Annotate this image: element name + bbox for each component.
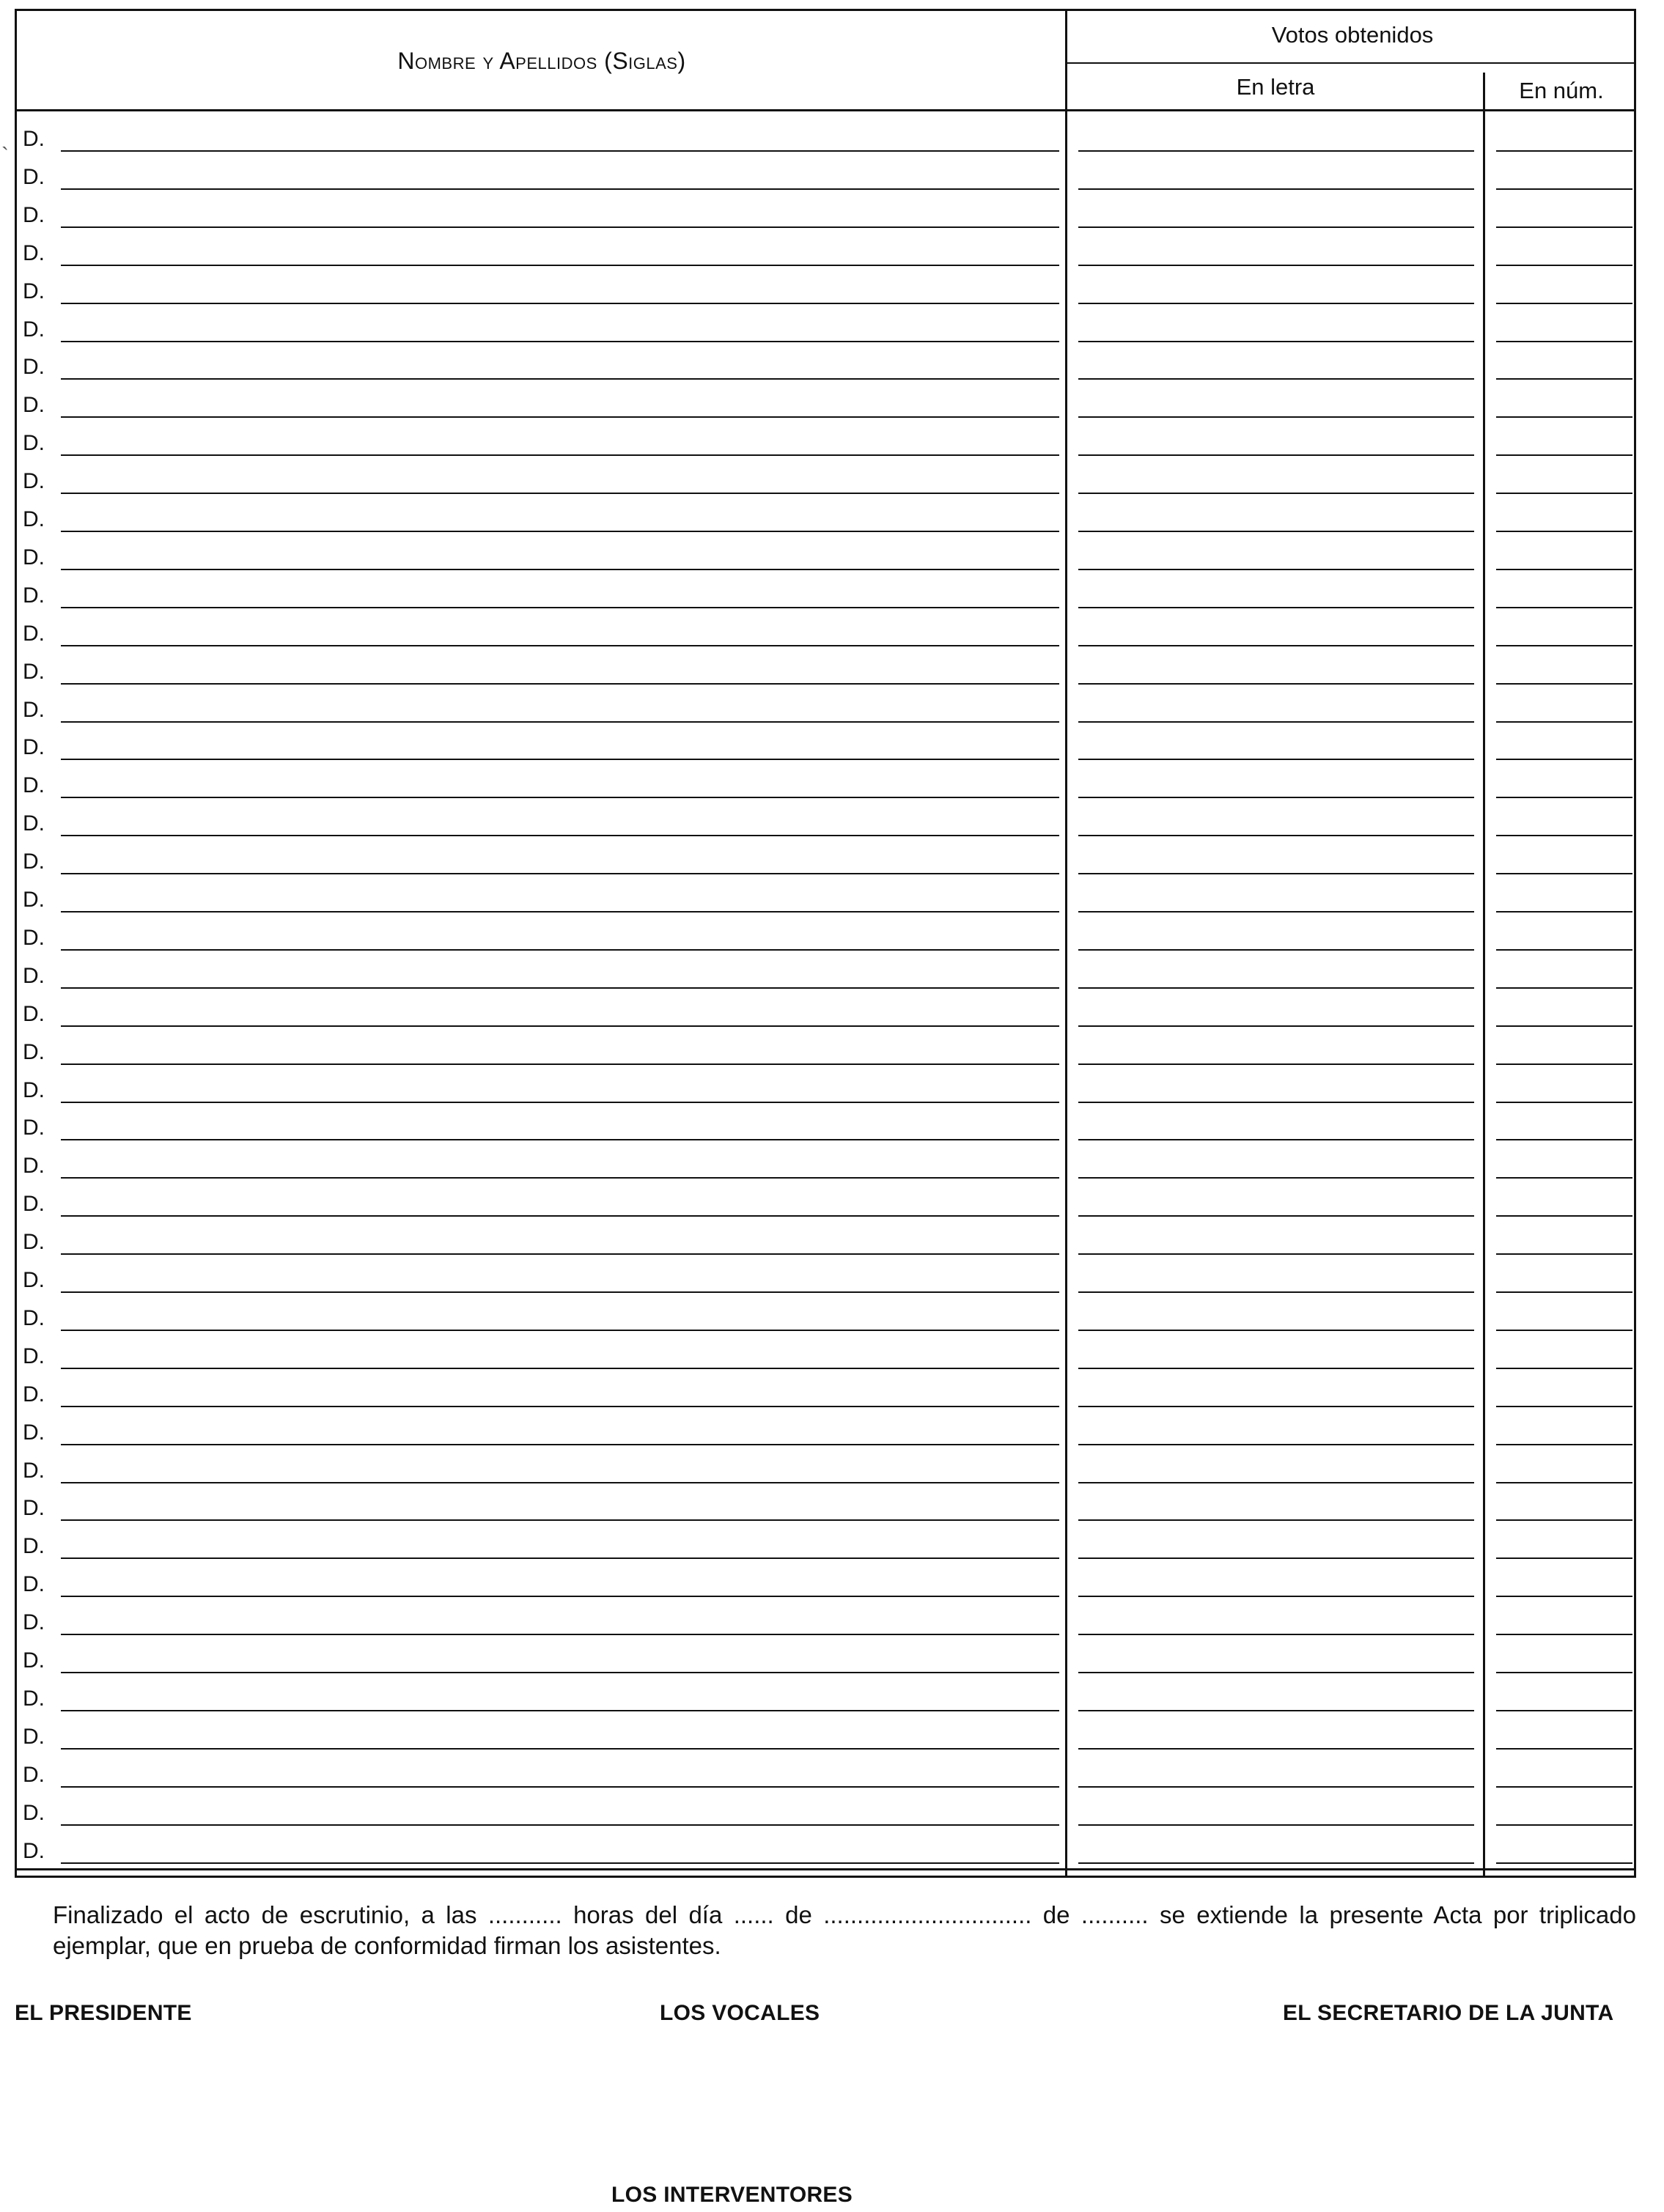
votes-number-entry-line[interactable] [1496,683,1632,685]
row-prefix: D. [23,1610,45,1635]
votes-number-entry-line[interactable] [1496,378,1632,380]
votes-number-entry-line[interactable] [1496,1634,1632,1635]
votes-letter-entry-line[interactable] [1078,1672,1474,1673]
votes-number-entry-line[interactable] [1496,911,1632,913]
votes-letter-entry-line[interactable] [1078,1368,1474,1369]
votes-number-entry-line[interactable] [1496,1368,1632,1369]
votes-letter-entry-line[interactable] [1078,226,1474,228]
votes-letter-entry-line[interactable] [1078,1253,1474,1255]
name-entry-line[interactable] [61,150,1059,152]
votes-number-entry-line[interactable] [1496,1406,1632,1407]
row-prefix: D. [23,1268,45,1292]
votes-letter-entry-line[interactable] [1078,1862,1474,1864]
votes-number-entry-line[interactable] [1496,265,1632,266]
table-row [17,996,1638,1034]
name-entry-line[interactable] [61,1824,1059,1826]
name-entry-line[interactable] [61,1368,1059,1369]
name-entry-line[interactable] [61,303,1059,304]
votes-letter-entry-line[interactable] [1078,1215,1474,1217]
name-entry-line[interactable] [61,835,1059,836]
row-prefix: D. [23,127,45,151]
votes-letter-entry-line[interactable] [1078,1102,1474,1103]
name-entry-line[interactable] [61,1557,1059,1559]
row-prefix: D. [23,1192,45,1217]
signature-secretario: EL SECRETARIO DE LA JUNTA [1283,2001,1614,2025]
header-name: Nombre y Apellidos (Siglas) [397,47,686,74]
row-prefix: D. [23,811,45,836]
table-row [17,654,1638,692]
name-entry-line[interactable] [61,226,1059,228]
votes-number-entry-line[interactable] [1496,1519,1632,1521]
name-entry-line[interactable] [61,378,1059,380]
votes-number-entry-line[interactable] [1496,150,1632,152]
votes-letter-entry-line[interactable] [1078,1139,1474,1140]
table-row [17,311,1638,350]
name-entry-line[interactable] [61,531,1059,532]
votes-letter-entry-line[interactable] [1078,645,1474,646]
votes-letter-entry-line[interactable] [1078,188,1474,190]
votes-number-entry-line[interactable] [1496,1177,1632,1179]
votes-number-entry-line[interactable] [1496,188,1632,190]
table-row [17,159,1638,197]
votes-number-entry-line[interactable] [1496,759,1632,760]
row-prefix: D. [23,1116,45,1140]
votes-letter-entry-line[interactable] [1078,1748,1474,1750]
row-prefix: D. [23,925,45,950]
header-en-num: En núm. [1519,78,1604,103]
row-prefix: D. [23,202,45,227]
row-prefix: D. [23,1039,45,1064]
row-prefix: D. [23,697,45,722]
votes-letter-entry-line[interactable] [1078,1786,1474,1788]
row-prefix: D. [23,1420,45,1445]
row-prefix: D. [23,1305,45,1330]
table-row [17,1300,1638,1338]
row-prefix: D. [23,1838,45,1863]
votes-number-entry-line[interactable] [1496,721,1632,723]
name-entry-line[interactable] [61,949,1059,951]
name-entry-line[interactable] [61,873,1059,874]
votes-number-entry-line[interactable] [1496,1215,1632,1217]
row-prefix: D. [23,621,45,646]
votes-number-entry-line[interactable] [1496,1557,1632,1559]
row-prefix: D. [23,849,45,874]
name-entry-line[interactable] [61,1063,1059,1065]
table-row [17,1681,1638,1719]
scan-artifact: ` [1,144,9,168]
name-entry-line[interactable] [61,683,1059,685]
votes-letter-entry-line[interactable] [1078,1330,1474,1331]
row-prefix: D. [23,963,45,988]
votes-number-entry-line[interactable] [1496,873,1632,874]
table-row [17,805,1638,844]
votes-letter-entry-line[interactable] [1078,1291,1474,1293]
votes-number-entry-line[interactable] [1496,645,1632,646]
row-prefix: D. [23,1343,45,1368]
table-row [17,1110,1638,1148]
row-prefix: D. [23,469,45,494]
name-entry-line[interactable] [61,1786,1059,1788]
votes-letter-entry-line[interactable] [1078,1444,1474,1445]
table-row [17,616,1638,654]
table-row [17,349,1638,387]
votes-number-entry-line[interactable] [1496,416,1632,418]
candidate-rows [17,121,1638,1873]
table-row [17,235,1638,273]
votes-letter-entry-line[interactable] [1078,265,1474,266]
table-row [17,958,1638,996]
name-entry-line[interactable] [61,1253,1059,1255]
name-entry-line[interactable] [61,1482,1059,1483]
row-prefix: D. [23,659,45,684]
table-row [17,121,1638,159]
votes-number-entry-line[interactable] [1496,1672,1632,1673]
votes-number-entry-line[interactable] [1496,835,1632,836]
table-row [17,882,1638,920]
table-row [17,1566,1638,1604]
name-entry-line[interactable] [61,1102,1059,1103]
row-prefix: D. [23,1496,45,1521]
signature-interventores: LOS INTERVENTORES [611,2183,853,2207]
scrutiny-table [15,9,1636,1878]
table-row [17,1490,1638,1528]
table-row [17,539,1638,578]
row-prefix: D. [23,1458,45,1483]
votes-number-entry-line[interactable] [1496,1063,1632,1065]
divider-votos-sub [1067,62,1635,64]
header-votos-obtenidos: Votos obtenidos [1271,22,1434,48]
votes-letter-entry-line[interactable] [1078,1519,1474,1521]
table-row [17,1148,1638,1186]
votes-letter-entry-line[interactable] [1078,911,1474,913]
row-prefix: D. [23,317,45,342]
row-prefix: D. [23,545,45,569]
votes-number-entry-line[interactable] [1496,341,1632,342]
table-row [17,1262,1638,1300]
name-entry-line[interactable] [61,1634,1059,1635]
votes-letter-entry-line[interactable] [1078,341,1474,342]
votes-letter-entry-line[interactable] [1078,569,1474,570]
votes-letter-entry-line[interactable] [1078,1710,1474,1711]
votes-letter-entry-line[interactable] [1078,1406,1474,1407]
name-entry-line[interactable] [61,721,1059,723]
signature-vocales: LOS VOCALES [660,2001,820,2025]
row-prefix: D. [23,1382,45,1407]
votes-number-entry-line[interactable] [1496,1748,1632,1750]
votes-number-entry-line[interactable] [1496,1596,1632,1597]
votes-number-entry-line[interactable] [1496,303,1632,304]
name-entry-line[interactable] [61,1025,1059,1027]
name-entry-line[interactable] [61,911,1059,913]
name-entry-line[interactable] [61,1596,1059,1597]
votes-letter-entry-line[interactable] [1078,1596,1474,1597]
votes-letter-entry-line[interactable] [1078,607,1474,608]
table-row [17,1338,1638,1376]
votes-letter-entry-line[interactable] [1078,150,1474,152]
name-entry-line[interactable] [61,188,1059,190]
name-entry-line[interactable] [61,454,1059,456]
name-entry-line[interactable] [61,987,1059,989]
name-entry-line[interactable] [61,645,1059,646]
row-prefix: D. [23,1001,45,1026]
name-entry-line[interactable] [61,1748,1059,1750]
votes-number-entry-line[interactable] [1496,1444,1632,1445]
row-prefix: D. [23,735,45,760]
row-prefix: D. [23,1686,45,1711]
row-prefix: D. [23,583,45,608]
table-row [17,1795,1638,1833]
votes-number-entry-line[interactable] [1496,1862,1632,1864]
row-prefix: D. [23,1648,45,1673]
votes-number-entry-line[interactable] [1496,1710,1632,1711]
name-entry-line[interactable] [61,265,1059,266]
table-row [17,767,1638,805]
votes-number-entry-line[interactable] [1496,531,1632,532]
votes-number-entry-line[interactable] [1496,226,1632,228]
votes-number-entry-line[interactable] [1496,1253,1632,1255]
table-row [17,1034,1638,1072]
name-entry-line[interactable] [61,1862,1059,1864]
votes-letter-entry-line[interactable] [1078,1025,1474,1027]
name-entry-line[interactable] [61,1330,1059,1331]
votes-letter-entry-line[interactable] [1078,1634,1474,1635]
name-entry-line[interactable] [61,797,1059,798]
table-row [17,1528,1638,1566]
table-row [17,1415,1638,1453]
table-row [17,1833,1638,1871]
votes-letter-entry-line[interactable] [1078,759,1474,760]
row-prefix: D. [23,393,45,418]
table-row [17,1643,1638,1681]
name-entry-line[interactable] [61,607,1059,608]
votes-letter-entry-line[interactable] [1078,1177,1474,1179]
name-entry-line[interactable] [61,569,1059,570]
row-prefix: D. [23,888,45,912]
votes-letter-entry-line[interactable] [1078,1482,1474,1483]
row-prefix: D. [23,773,45,798]
row-prefix: D. [23,1154,45,1179]
name-entry-line[interactable] [61,341,1059,342]
votes-number-entry-line[interactable] [1496,1291,1632,1293]
name-entry-line[interactable] [61,416,1059,418]
table-row [17,1757,1638,1795]
row-prefix: D. [23,1762,45,1787]
name-entry-line[interactable] [61,759,1059,760]
signature-presidente: EL PRESIDENTE [15,2001,192,2025]
table-row [17,729,1638,767]
table-row [17,844,1638,882]
row-prefix: D. [23,279,45,303]
table-row [17,920,1638,958]
votes-number-entry-line[interactable] [1496,493,1632,494]
name-entry-line[interactable] [61,1177,1059,1179]
votes-letter-entry-line[interactable] [1078,1824,1474,1826]
name-entry-line[interactable] [61,1291,1059,1293]
table-row [17,425,1638,463]
votes-number-entry-line[interactable] [1496,1786,1632,1788]
header-en-letra: En letra [1236,74,1315,100]
row-prefix: D. [23,240,45,265]
table-row [17,1604,1638,1643]
name-entry-line[interactable] [61,1139,1059,1140]
votes-number-entry-line[interactable] [1496,607,1632,608]
row-prefix: D. [23,164,45,189]
votes-letter-entry-line[interactable] [1078,1063,1474,1065]
votes-letter-entry-line[interactable] [1078,721,1474,723]
row-prefix: D. [23,1534,45,1559]
row-prefix: D. [23,355,45,380]
votes-number-entry-line[interactable] [1496,949,1632,951]
votes-number-entry-line[interactable] [1496,1025,1632,1027]
table-row [17,1719,1638,1757]
row-prefix: D. [23,1724,45,1749]
votes-letter-entry-line[interactable] [1078,873,1474,874]
table-row [17,1224,1638,1262]
votes-letter-entry-line[interactable] [1078,454,1474,456]
name-entry-line[interactable] [61,1519,1059,1521]
votes-number-entry-line[interactable] [1496,454,1632,456]
name-entry-line[interactable] [61,1215,1059,1217]
table-row [17,1376,1638,1415]
table-row [17,273,1638,311]
table-row [17,578,1638,616]
row-prefix: D. [23,1077,45,1102]
row-prefix: D. [23,431,45,456]
table-row [17,197,1638,235]
votes-letter-entry-line[interactable] [1078,949,1474,951]
votes-letter-entry-line[interactable] [1078,835,1474,836]
votes-letter-entry-line[interactable] [1078,1557,1474,1559]
votes-number-entry-line[interactable] [1496,1482,1632,1483]
table-row [17,692,1638,730]
votes-letter-entry-line[interactable] [1078,797,1474,798]
votes-letter-entry-line[interactable] [1078,531,1474,532]
votes-letter-entry-line[interactable] [1078,378,1474,380]
votes-letter-entry-line[interactable] [1078,303,1474,304]
name-entry-line[interactable] [61,1444,1059,1445]
votes-letter-entry-line[interactable] [1078,987,1474,989]
table-row [17,1186,1638,1224]
table-row [17,463,1638,501]
row-prefix: D. [23,1572,45,1597]
name-entry-line[interactable] [61,493,1059,494]
name-entry-line[interactable] [61,1406,1059,1407]
header-bottom-rule [17,109,1634,111]
votes-number-entry-line[interactable] [1496,797,1632,798]
votes-number-entry-line[interactable] [1496,987,1632,989]
table-row [17,501,1638,539]
votes-letter-entry-line[interactable] [1078,493,1474,494]
votes-number-entry-line[interactable] [1496,1139,1632,1140]
name-entry-line[interactable] [61,1710,1059,1711]
votes-number-entry-line[interactable] [1496,569,1632,570]
closing-statement: Finalizado el acto de escrutinio, a las ........... horas del día ...... de ............................... de .......... se extiende la presente Acta por triplicado ejemplar, que en prueba de conformidad firman los asistentes. [53,1901,1636,1959]
votes-number-entry-line[interactable] [1496,1102,1632,1103]
votes-letter-entry-line[interactable] [1078,416,1474,418]
row-prefix: D. [23,1800,45,1825]
table-row [17,387,1638,425]
table-row [17,1072,1638,1110]
table-row [17,1453,1638,1491]
votes-number-entry-line[interactable] [1496,1824,1632,1826]
name-entry-line[interactable] [61,1672,1059,1673]
row-prefix: D. [23,507,45,531]
votes-number-entry-line[interactable] [1496,1330,1632,1331]
votes-letter-entry-line[interactable] [1078,683,1474,685]
row-prefix: D. [23,1230,45,1255]
